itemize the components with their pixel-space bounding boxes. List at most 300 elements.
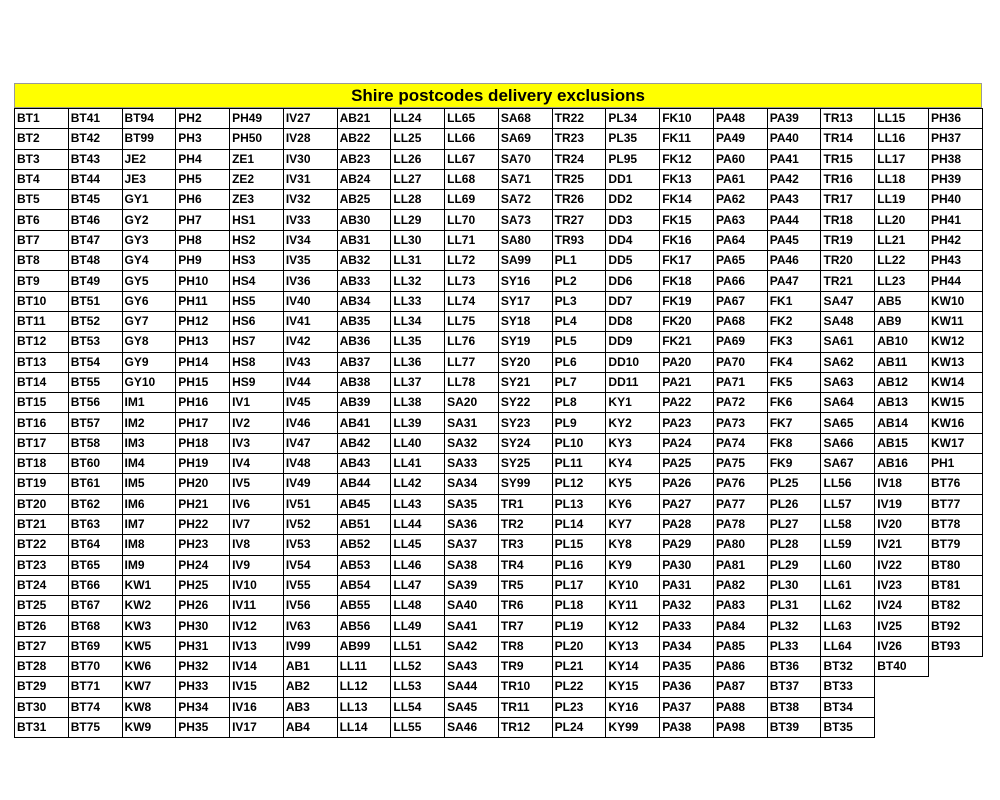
postcode-cell: PL26 <box>767 494 821 514</box>
postcode-cell: BT26 <box>15 616 69 636</box>
postcode-cell: KY15 <box>606 677 660 697</box>
postcode-cell: PH37 <box>929 129 983 149</box>
postcode-cell: PA22 <box>660 393 714 413</box>
postcode-cell: IV35 <box>283 251 337 271</box>
postcode-cell: SA36 <box>445 514 499 534</box>
postcode-cell: TR6 <box>498 596 552 616</box>
postcode-cell: PL15 <box>552 535 606 555</box>
table-row <box>15 332 983 352</box>
table-row <box>15 697 983 717</box>
postcode-cell: BT82 <box>929 596 983 616</box>
postcode-cell: KY1 <box>606 393 660 413</box>
postcode-cell: BT45 <box>68 190 122 210</box>
postcode-cell: BT65 <box>68 555 122 575</box>
postcode-cell: IV24 <box>875 596 929 616</box>
postcode-cell: PH16 <box>176 393 230 413</box>
postcode-cell: SY22 <box>498 393 552 413</box>
postcode-cell: IV34 <box>283 230 337 250</box>
postcode-cell: TR19 <box>821 230 875 250</box>
postcode-cell: SA35 <box>445 494 499 514</box>
postcode-cell: PH35 <box>176 717 230 737</box>
postcode-cell: PL31 <box>767 596 821 616</box>
postcode-cell: LL63 <box>821 616 875 636</box>
postcode-cell: IV44 <box>283 372 337 392</box>
postcode-cell: KY6 <box>606 494 660 514</box>
postcode-cell: KW2 <box>122 596 176 616</box>
postcode-cell: SY20 <box>498 352 552 372</box>
postcode-cell: AB12 <box>875 372 929 392</box>
postcode-cell: BT67 <box>68 596 122 616</box>
postcode-cell: TR20 <box>821 251 875 271</box>
postcode-cell: BT81 <box>929 575 983 595</box>
postcode-cell: KW3 <box>122 616 176 636</box>
postcode-cell: PA42 <box>767 169 821 189</box>
postcode-cell: IM8 <box>122 535 176 555</box>
postcode-cell: LL71 <box>445 230 499 250</box>
postcode-cell: SA46 <box>445 717 499 737</box>
postcode-cell: DD8 <box>606 311 660 331</box>
postcode-cell: AB35 <box>337 311 391 331</box>
postcode-cell: PA49 <box>713 129 767 149</box>
postcode-cell: IV63 <box>283 616 337 636</box>
postcode-table <box>14 108 983 738</box>
postcode-cell: KY2 <box>606 413 660 433</box>
postcode-cell: LL24 <box>391 109 445 129</box>
postcode-cell: IM4 <box>122 454 176 474</box>
postcode-cell: KW5 <box>122 636 176 656</box>
postcode-cell: TR12 <box>498 717 552 737</box>
postcode-cell: IV9 <box>230 555 284 575</box>
postcode-cell: IM3 <box>122 433 176 453</box>
empty-cell <box>929 697 983 717</box>
postcode-cell: KY99 <box>606 717 660 737</box>
postcode-cell: LL43 <box>391 494 445 514</box>
postcode-cell: LL54 <box>391 697 445 717</box>
postcode-cell: SA37 <box>445 535 499 555</box>
empty-cell <box>929 657 983 677</box>
postcode-cell: PH32 <box>176 657 230 677</box>
table-row <box>15 535 983 555</box>
postcode-cell: LL39 <box>391 413 445 433</box>
postcode-cell: FK2 <box>767 311 821 331</box>
postcode-cell: IV15 <box>230 677 284 697</box>
postcode-cell: SA40 <box>445 596 499 616</box>
postcode-cell: BT4 <box>15 169 69 189</box>
postcode-cell: PL19 <box>552 616 606 636</box>
postcode-cell: PA27 <box>660 494 714 514</box>
postcode-cell: AB37 <box>337 352 391 372</box>
table-row <box>15 616 983 636</box>
postcode-cell: AB99 <box>337 636 391 656</box>
postcode-cell: PA41 <box>767 149 821 169</box>
postcode-cell: LL78 <box>445 372 499 392</box>
postcode-cell: PA75 <box>713 454 767 474</box>
postcode-cell: JE2 <box>122 149 176 169</box>
postcode-cell: IV45 <box>283 393 337 413</box>
postcode-cell: TR9 <box>498 657 552 677</box>
postcode-cell: TR24 <box>552 149 606 169</box>
postcode-cell: PL27 <box>767 514 821 534</box>
postcode-cell: PA86 <box>713 657 767 677</box>
postcode-cell: SA73 <box>498 210 552 230</box>
postcode-cell: GY2 <box>122 210 176 230</box>
postcode-cell: PA40 <box>767 129 821 149</box>
postcode-cell: BT94 <box>122 109 176 129</box>
postcode-cell: PH15 <box>176 372 230 392</box>
postcode-cell: TR2 <box>498 514 552 534</box>
postcode-cell: PA84 <box>713 616 767 636</box>
postcode-cell: PL14 <box>552 514 606 534</box>
postcode-cell: PH18 <box>176 433 230 453</box>
postcode-cell: PH22 <box>176 514 230 534</box>
postcode-cell: BT33 <box>821 677 875 697</box>
postcode-cell: PL23 <box>552 697 606 717</box>
postcode-cell: PL9 <box>552 413 606 433</box>
postcode-cell: IV7 <box>230 514 284 534</box>
postcode-cell: FK13 <box>660 169 714 189</box>
postcode-cell: SA43 <box>445 657 499 677</box>
postcode-cell: KY9 <box>606 555 660 575</box>
postcode-cell: BT7 <box>15 230 69 250</box>
postcode-cell: PH25 <box>176 575 230 595</box>
postcode-cell: LL32 <box>391 271 445 291</box>
postcode-cell: LL18 <box>875 169 929 189</box>
postcode-cell: KY5 <box>606 474 660 494</box>
postcode-cell: BT11 <box>15 311 69 331</box>
postcode-cell: IV27 <box>283 109 337 129</box>
postcode-cell: TR21 <box>821 271 875 291</box>
empty-cell <box>875 697 929 717</box>
postcode-cell: BT23 <box>15 555 69 575</box>
postcode-cell: SA71 <box>498 169 552 189</box>
postcode-cell: PL16 <box>552 555 606 575</box>
postcode-cell: PH11 <box>176 291 230 311</box>
postcode-cell: PA33 <box>660 616 714 636</box>
postcode-cell: PA64 <box>713 230 767 250</box>
postcode-cell: TR16 <box>821 169 875 189</box>
postcode-cell: LL26 <box>391 149 445 169</box>
postcode-cell: PH1 <box>929 454 983 474</box>
postcode-cell: KY8 <box>606 535 660 555</box>
postcode-cell: PH14 <box>176 352 230 372</box>
postcode-cell: PH8 <box>176 230 230 250</box>
postcode-cell: FK11 <box>660 129 714 149</box>
postcode-cell: BT24 <box>15 575 69 595</box>
postcode-cell: AB32 <box>337 251 391 271</box>
postcode-cell: PH19 <box>176 454 230 474</box>
table-row <box>15 210 983 230</box>
postcode-cell: AB55 <box>337 596 391 616</box>
postcode-cell: PA88 <box>713 697 767 717</box>
postcode-cell: BT32 <box>821 657 875 677</box>
table-row <box>15 251 983 271</box>
postcode-cell: TR11 <box>498 697 552 717</box>
postcode-cell: SA45 <box>445 697 499 717</box>
table-row <box>15 169 983 189</box>
postcode-cell: IV48 <box>283 454 337 474</box>
postcode-cell: PH24 <box>176 555 230 575</box>
postcode-cell: LL16 <box>875 129 929 149</box>
postcode-cell: HS1 <box>230 210 284 230</box>
postcode-cell: PA29 <box>660 535 714 555</box>
table-row <box>15 596 983 616</box>
postcode-cell: AB51 <box>337 514 391 534</box>
postcode-sheet <box>14 83 982 738</box>
postcode-cell: PH10 <box>176 271 230 291</box>
postcode-cell: PA38 <box>660 717 714 737</box>
postcode-cell: FK3 <box>767 332 821 352</box>
postcode-cell: AB21 <box>337 109 391 129</box>
postcode-cell: SA64 <box>821 393 875 413</box>
postcode-cell: BT57 <box>68 413 122 433</box>
postcode-cell: PA78 <box>713 514 767 534</box>
postcode-cell: ZE1 <box>230 149 284 169</box>
postcode-cell: SA70 <box>498 149 552 169</box>
postcode-cell: BT17 <box>15 433 69 453</box>
postcode-cell: SA42 <box>445 636 499 656</box>
postcode-cell: KW13 <box>929 352 983 372</box>
postcode-cell: AB34 <box>337 291 391 311</box>
postcode-cell: AB31 <box>337 230 391 250</box>
postcode-cell: BT93 <box>929 636 983 656</box>
postcode-cell: FK14 <box>660 190 714 210</box>
postcode-cell: PA61 <box>713 169 767 189</box>
postcode-cell: LL73 <box>445 271 499 291</box>
postcode-cell: PH5 <box>176 169 230 189</box>
postcode-cell: SY99 <box>498 474 552 494</box>
postcode-cell: KY4 <box>606 454 660 474</box>
postcode-cell: PL29 <box>767 555 821 575</box>
postcode-cell: LL30 <box>391 230 445 250</box>
postcode-cell: FK9 <box>767 454 821 474</box>
postcode-cell: LL11 <box>337 657 391 677</box>
postcode-cell: LL15 <box>875 109 929 129</box>
postcode-cell: PA48 <box>713 109 767 129</box>
table-row <box>15 474 983 494</box>
postcode-cell: LL42 <box>391 474 445 494</box>
postcode-cell: BT5 <box>15 190 69 210</box>
postcode-cell: PL30 <box>767 575 821 595</box>
postcode-cell: TR13 <box>821 109 875 129</box>
postcode-cell: PL13 <box>552 494 606 514</box>
postcode-cell: PA63 <box>713 210 767 230</box>
postcode-cell: LL75 <box>445 311 499 331</box>
postcode-cell: BT38 <box>767 697 821 717</box>
postcode-cell: IV16 <box>230 697 284 717</box>
postcode-cell: LL69 <box>445 190 499 210</box>
postcode-cell: BT70 <box>68 657 122 677</box>
postcode-cell: SA72 <box>498 190 552 210</box>
postcode-cell: PA43 <box>767 190 821 210</box>
postcode-cell: TR25 <box>552 169 606 189</box>
postcode-cell: KW12 <box>929 332 983 352</box>
postcode-cell: IV11 <box>230 596 284 616</box>
postcode-cell: PL2 <box>552 271 606 291</box>
postcode-cell: AB22 <box>337 129 391 149</box>
postcode-cell: FK10 <box>660 109 714 129</box>
postcode-cell: LL74 <box>445 291 499 311</box>
postcode-cell: TR26 <box>552 190 606 210</box>
postcode-cell: SA62 <box>821 352 875 372</box>
postcode-cell: PL11 <box>552 454 606 474</box>
postcode-cell: IV26 <box>875 636 929 656</box>
table-row <box>15 575 983 595</box>
postcode-cell: BT41 <box>68 109 122 129</box>
postcode-cell: PH9 <box>176 251 230 271</box>
postcode-cell: IV32 <box>283 190 337 210</box>
postcode-cell: BT74 <box>68 697 122 717</box>
postcode-cell: KW8 <box>122 697 176 717</box>
postcode-cell: AB14 <box>875 413 929 433</box>
postcode-cell: LL48 <box>391 596 445 616</box>
postcode-cell: DD1 <box>606 169 660 189</box>
postcode-cell: LL47 <box>391 575 445 595</box>
postcode-cell: SY16 <box>498 271 552 291</box>
postcode-cell: KW15 <box>929 393 983 413</box>
postcode-cell: HS4 <box>230 271 284 291</box>
postcode-cell: BT44 <box>68 169 122 189</box>
postcode-cell: PA82 <box>713 575 767 595</box>
postcode-cell: BT77 <box>929 494 983 514</box>
postcode-cell: FK5 <box>767 372 821 392</box>
postcode-cell: BT13 <box>15 352 69 372</box>
postcode-cell: BT6 <box>15 210 69 230</box>
postcode-cell: PL12 <box>552 474 606 494</box>
postcode-cell: PL8 <box>552 393 606 413</box>
postcode-cell: AB2 <box>283 677 337 697</box>
table-row <box>15 230 983 250</box>
postcode-cell: PA34 <box>660 636 714 656</box>
postcode-cell: PA23 <box>660 413 714 433</box>
postcode-cell: PA72 <box>713 393 767 413</box>
postcode-cell: PL95 <box>606 149 660 169</box>
postcode-cell: PA44 <box>767 210 821 230</box>
postcode-cell: ZE3 <box>230 190 284 210</box>
postcode-cell: SA67 <box>821 454 875 474</box>
postcode-cell: IV2 <box>230 413 284 433</box>
postcode-cell: BT27 <box>15 636 69 656</box>
postcode-cell: DD6 <box>606 271 660 291</box>
postcode-cell: AB24 <box>337 169 391 189</box>
postcode-cell: DD9 <box>606 332 660 352</box>
postcode-cell: PH39 <box>929 169 983 189</box>
postcode-cell: IV6 <box>230 494 284 514</box>
postcode-cell: BT71 <box>68 677 122 697</box>
postcode-cell: BT69 <box>68 636 122 656</box>
postcode-cell: FK6 <box>767 393 821 413</box>
postcode-cell: FK20 <box>660 311 714 331</box>
postcode-cell: LL44 <box>391 514 445 534</box>
postcode-cell: BT61 <box>68 474 122 494</box>
postcode-cell: FK1 <box>767 291 821 311</box>
postcode-cell: PL6 <box>552 352 606 372</box>
postcode-cell: AB15 <box>875 433 929 453</box>
postcode-cell: PH43 <box>929 251 983 271</box>
postcode-cell: GY8 <box>122 332 176 352</box>
postcode-cell: IV49 <box>283 474 337 494</box>
postcode-cell: BT40 <box>875 657 929 677</box>
postcode-cell: TR7 <box>498 616 552 636</box>
postcode-cell: AB11 <box>875 352 929 372</box>
postcode-cell: PL5 <box>552 332 606 352</box>
postcode-cell: SA99 <box>498 251 552 271</box>
table-row <box>15 413 983 433</box>
postcode-cell: BT25 <box>15 596 69 616</box>
postcode-cell: PH26 <box>176 596 230 616</box>
postcode-cell: PH6 <box>176 190 230 210</box>
postcode-cell: PH33 <box>176 677 230 697</box>
postcode-cell: LL33 <box>391 291 445 311</box>
postcode-cell: IV36 <box>283 271 337 291</box>
postcode-cell: DD5 <box>606 251 660 271</box>
postcode-cell: JE3 <box>122 169 176 189</box>
postcode-cell: IV17 <box>230 717 284 737</box>
postcode-cell: SA68 <box>498 109 552 129</box>
postcode-cell: BT19 <box>15 474 69 494</box>
postcode-cell: LL35 <box>391 332 445 352</box>
postcode-cell: IV20 <box>875 514 929 534</box>
postcode-cell: IV52 <box>283 514 337 534</box>
postcode-cell: KY12 <box>606 616 660 636</box>
postcode-cell: SA69 <box>498 129 552 149</box>
postcode-cell: PH7 <box>176 210 230 230</box>
postcode-cell: PH38 <box>929 149 983 169</box>
postcode-cell: KW11 <box>929 311 983 331</box>
postcode-cell: LL70 <box>445 210 499 230</box>
postcode-cell: KW10 <box>929 291 983 311</box>
postcode-cell: AB56 <box>337 616 391 636</box>
postcode-cell: IM1 <box>122 393 176 413</box>
postcode-cell: PH2 <box>176 109 230 129</box>
postcode-cell: LL13 <box>337 697 391 717</box>
postcode-cell: BT46 <box>68 210 122 230</box>
postcode-cell: PA21 <box>660 372 714 392</box>
postcode-cell: PL20 <box>552 636 606 656</box>
postcode-cell: PA87 <box>713 677 767 697</box>
empty-cell <box>875 677 929 697</box>
postcode-cell: IV3 <box>230 433 284 453</box>
postcode-cell: SA31 <box>445 413 499 433</box>
postcode-cell: AB13 <box>875 393 929 413</box>
postcode-cell: PA24 <box>660 433 714 453</box>
postcode-cell: GY7 <box>122 311 176 331</box>
postcode-cell: LL27 <box>391 169 445 189</box>
postcode-cell: PA46 <box>767 251 821 271</box>
postcode-cell: IM6 <box>122 494 176 514</box>
postcode-cell: LL36 <box>391 352 445 372</box>
postcode-cell: AB9 <box>875 311 929 331</box>
postcode-cell: BT9 <box>15 271 69 291</box>
postcode-cell: BT12 <box>15 332 69 352</box>
postcode-cell: PA65 <box>713 251 767 271</box>
postcode-cell: PA98 <box>713 717 767 737</box>
postcode-cell: BT34 <box>821 697 875 717</box>
postcode-cell: ZE2 <box>230 169 284 189</box>
postcode-cell: IV42 <box>283 332 337 352</box>
postcode-cell: PH20 <box>176 474 230 494</box>
postcode-cell: SA34 <box>445 474 499 494</box>
postcode-cell: PH31 <box>176 636 230 656</box>
postcode-cell: IV53 <box>283 535 337 555</box>
postcode-cell: BT80 <box>929 555 983 575</box>
postcode-cell: IV21 <box>875 535 929 555</box>
table-row <box>15 291 983 311</box>
postcode-cell: PH21 <box>176 494 230 514</box>
postcode-cell: PH50 <box>230 129 284 149</box>
postcode-cell: LL61 <box>821 575 875 595</box>
postcode-cell: LL40 <box>391 433 445 453</box>
postcode-cell: HS6 <box>230 311 284 331</box>
